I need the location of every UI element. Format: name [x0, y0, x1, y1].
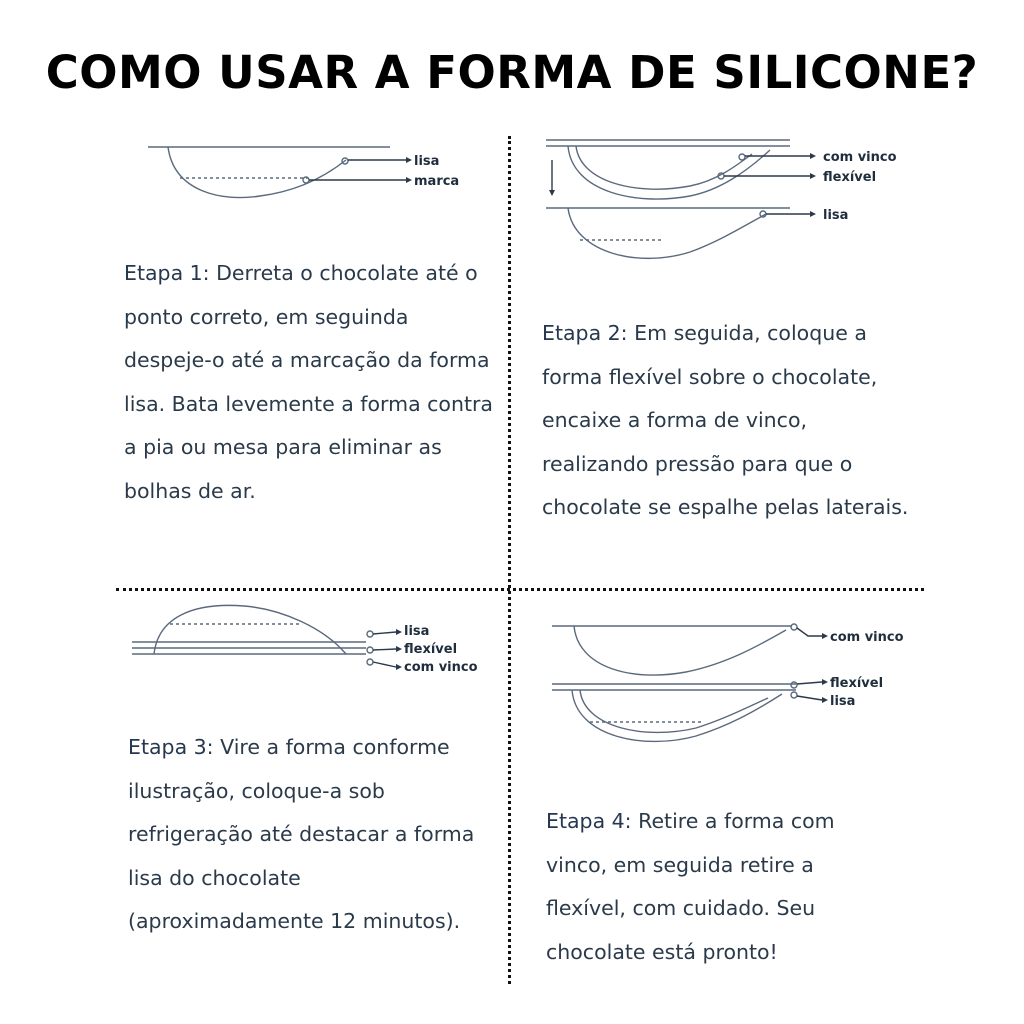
step-description: Derreta o chocolate até o ponto correto, em seguinda despeje-o até a marcação da forma lisa. Bata levemente a forma contra a pia ou mesa para eliminar as bolhas de ar. [124, 261, 493, 503]
step-4-diagram [546, 616, 926, 756]
diagram-label: lisa [404, 624, 430, 639]
step-description: Em seguida, coloque a forma flexível sobre o chocolate, encaixe a forma de vinco, realizando pressão para que o chocolate se espalhe pelas laterais. [542, 321, 909, 519]
step-1-text [124, 252, 494, 513]
step-3-text [128, 726, 488, 944]
step-1-diagram [140, 140, 480, 210]
diagram-label: lisa [830, 694, 856, 709]
diagram-label: flexível [830, 676, 884, 691]
step-2-diagram [540, 136, 920, 266]
step-2-text [542, 312, 912, 530]
step-3-diagram [126, 598, 486, 678]
diagram-label: flexível [404, 642, 458, 657]
step-description: Vire a forma conforme ilustração, coloque-a sob refrigeração até destacar a forma lisa do chocolate (aproximadamente 12 minutos). [128, 735, 475, 933]
diagram-label: lisa [414, 154, 440, 169]
diagram-label: com vinco [830, 630, 904, 645]
diagram-label: marca [414, 174, 460, 189]
step-label: Etapa 4: [546, 809, 632, 833]
diagram-label: com vinco [823, 150, 897, 165]
step-description: Retire a forma com vinco, em seguida retire a flexível, com cuidado. Seu chocolate está pronto! [546, 809, 835, 964]
page-title: COMO USAR A FORMA DE SILICONE? [45, 46, 979, 99]
horizontal-divider [116, 588, 924, 591]
step-label: Etapa 3: [128, 735, 214, 759]
step-label: Etapa 1: [124, 261, 210, 285]
step-label: Etapa 2: [542, 321, 628, 345]
vertical-divider [508, 136, 511, 984]
diagram-label: flexível [823, 170, 877, 185]
step-4-text [546, 800, 886, 974]
diagram-label: com vinco [404, 660, 478, 675]
diagram-label: lisa [823, 208, 849, 223]
